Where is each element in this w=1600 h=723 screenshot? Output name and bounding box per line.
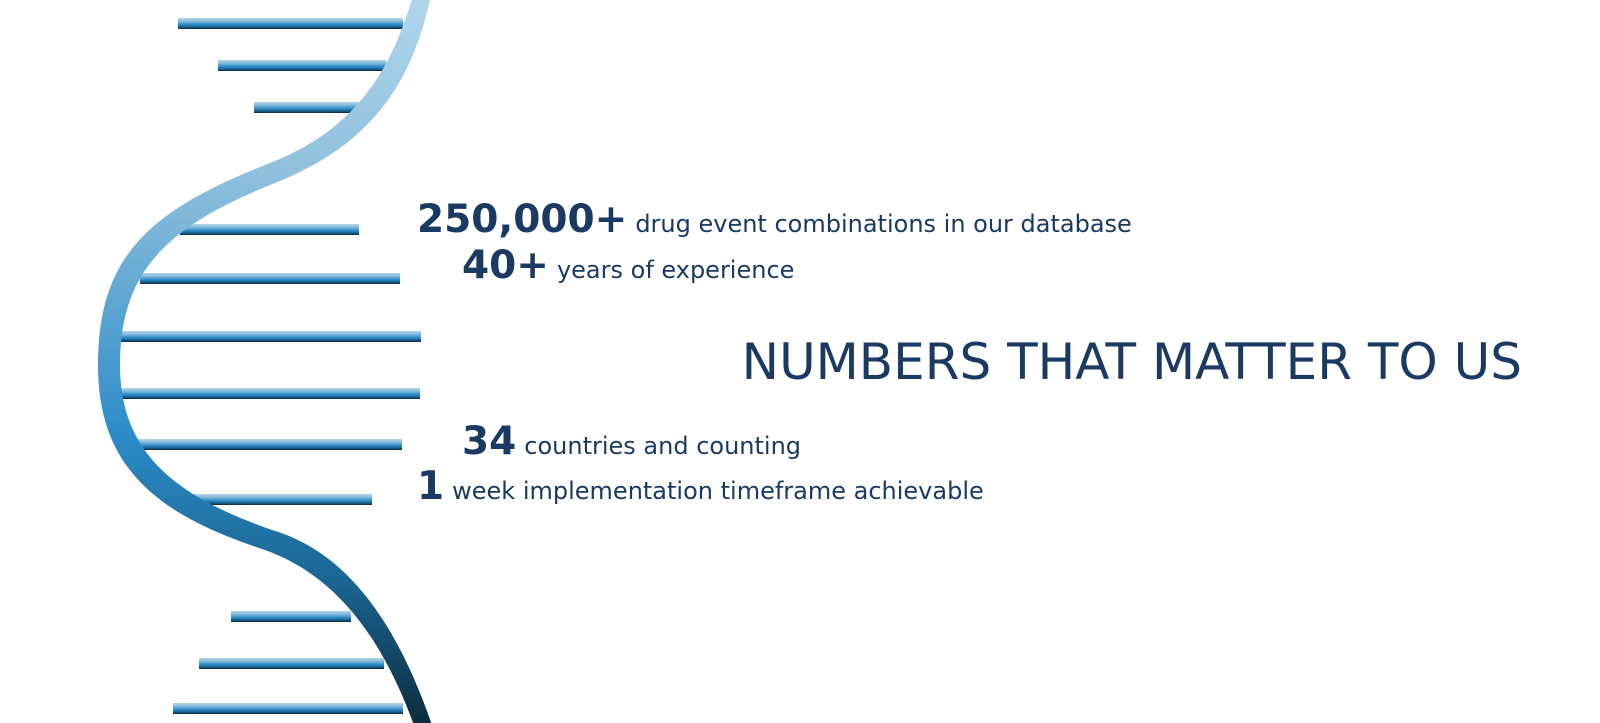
stat-years-experience [462, 243, 794, 288]
helix-rung [231, 611, 351, 622]
stat-label: years of experience [556, 256, 795, 284]
helix-rung [173, 703, 403, 714]
helix-rung [199, 658, 384, 669]
helix-rung [135, 439, 402, 450]
helix-rung [140, 273, 400, 284]
stat-value: 34 [462, 419, 517, 464]
helix-rung [118, 388, 420, 399]
stat-countries [462, 419, 801, 464]
page-title: NUMBERS THAT MATTER TO US [741, 333, 1522, 391]
stat-value: 40+ [462, 243, 549, 288]
stat-label: drug event combinations in our database [635, 210, 1132, 238]
helix-rung [180, 224, 359, 235]
helix-rung [254, 102, 359, 113]
stat-drug-event-combinations [417, 197, 1132, 242]
helix-rung [218, 60, 386, 71]
helix-rung [178, 18, 403, 29]
stat-label: week implementation timeframe achievable [452, 477, 984, 505]
stat-implementation-timeframe [417, 464, 984, 509]
stat-value: 250,000+ [417, 197, 628, 242]
dna-helix-icon [0, 0, 460, 723]
stat-value: 1 [417, 464, 445, 509]
helix-rung [118, 331, 421, 342]
stat-label: countries and counting [524, 432, 802, 460]
